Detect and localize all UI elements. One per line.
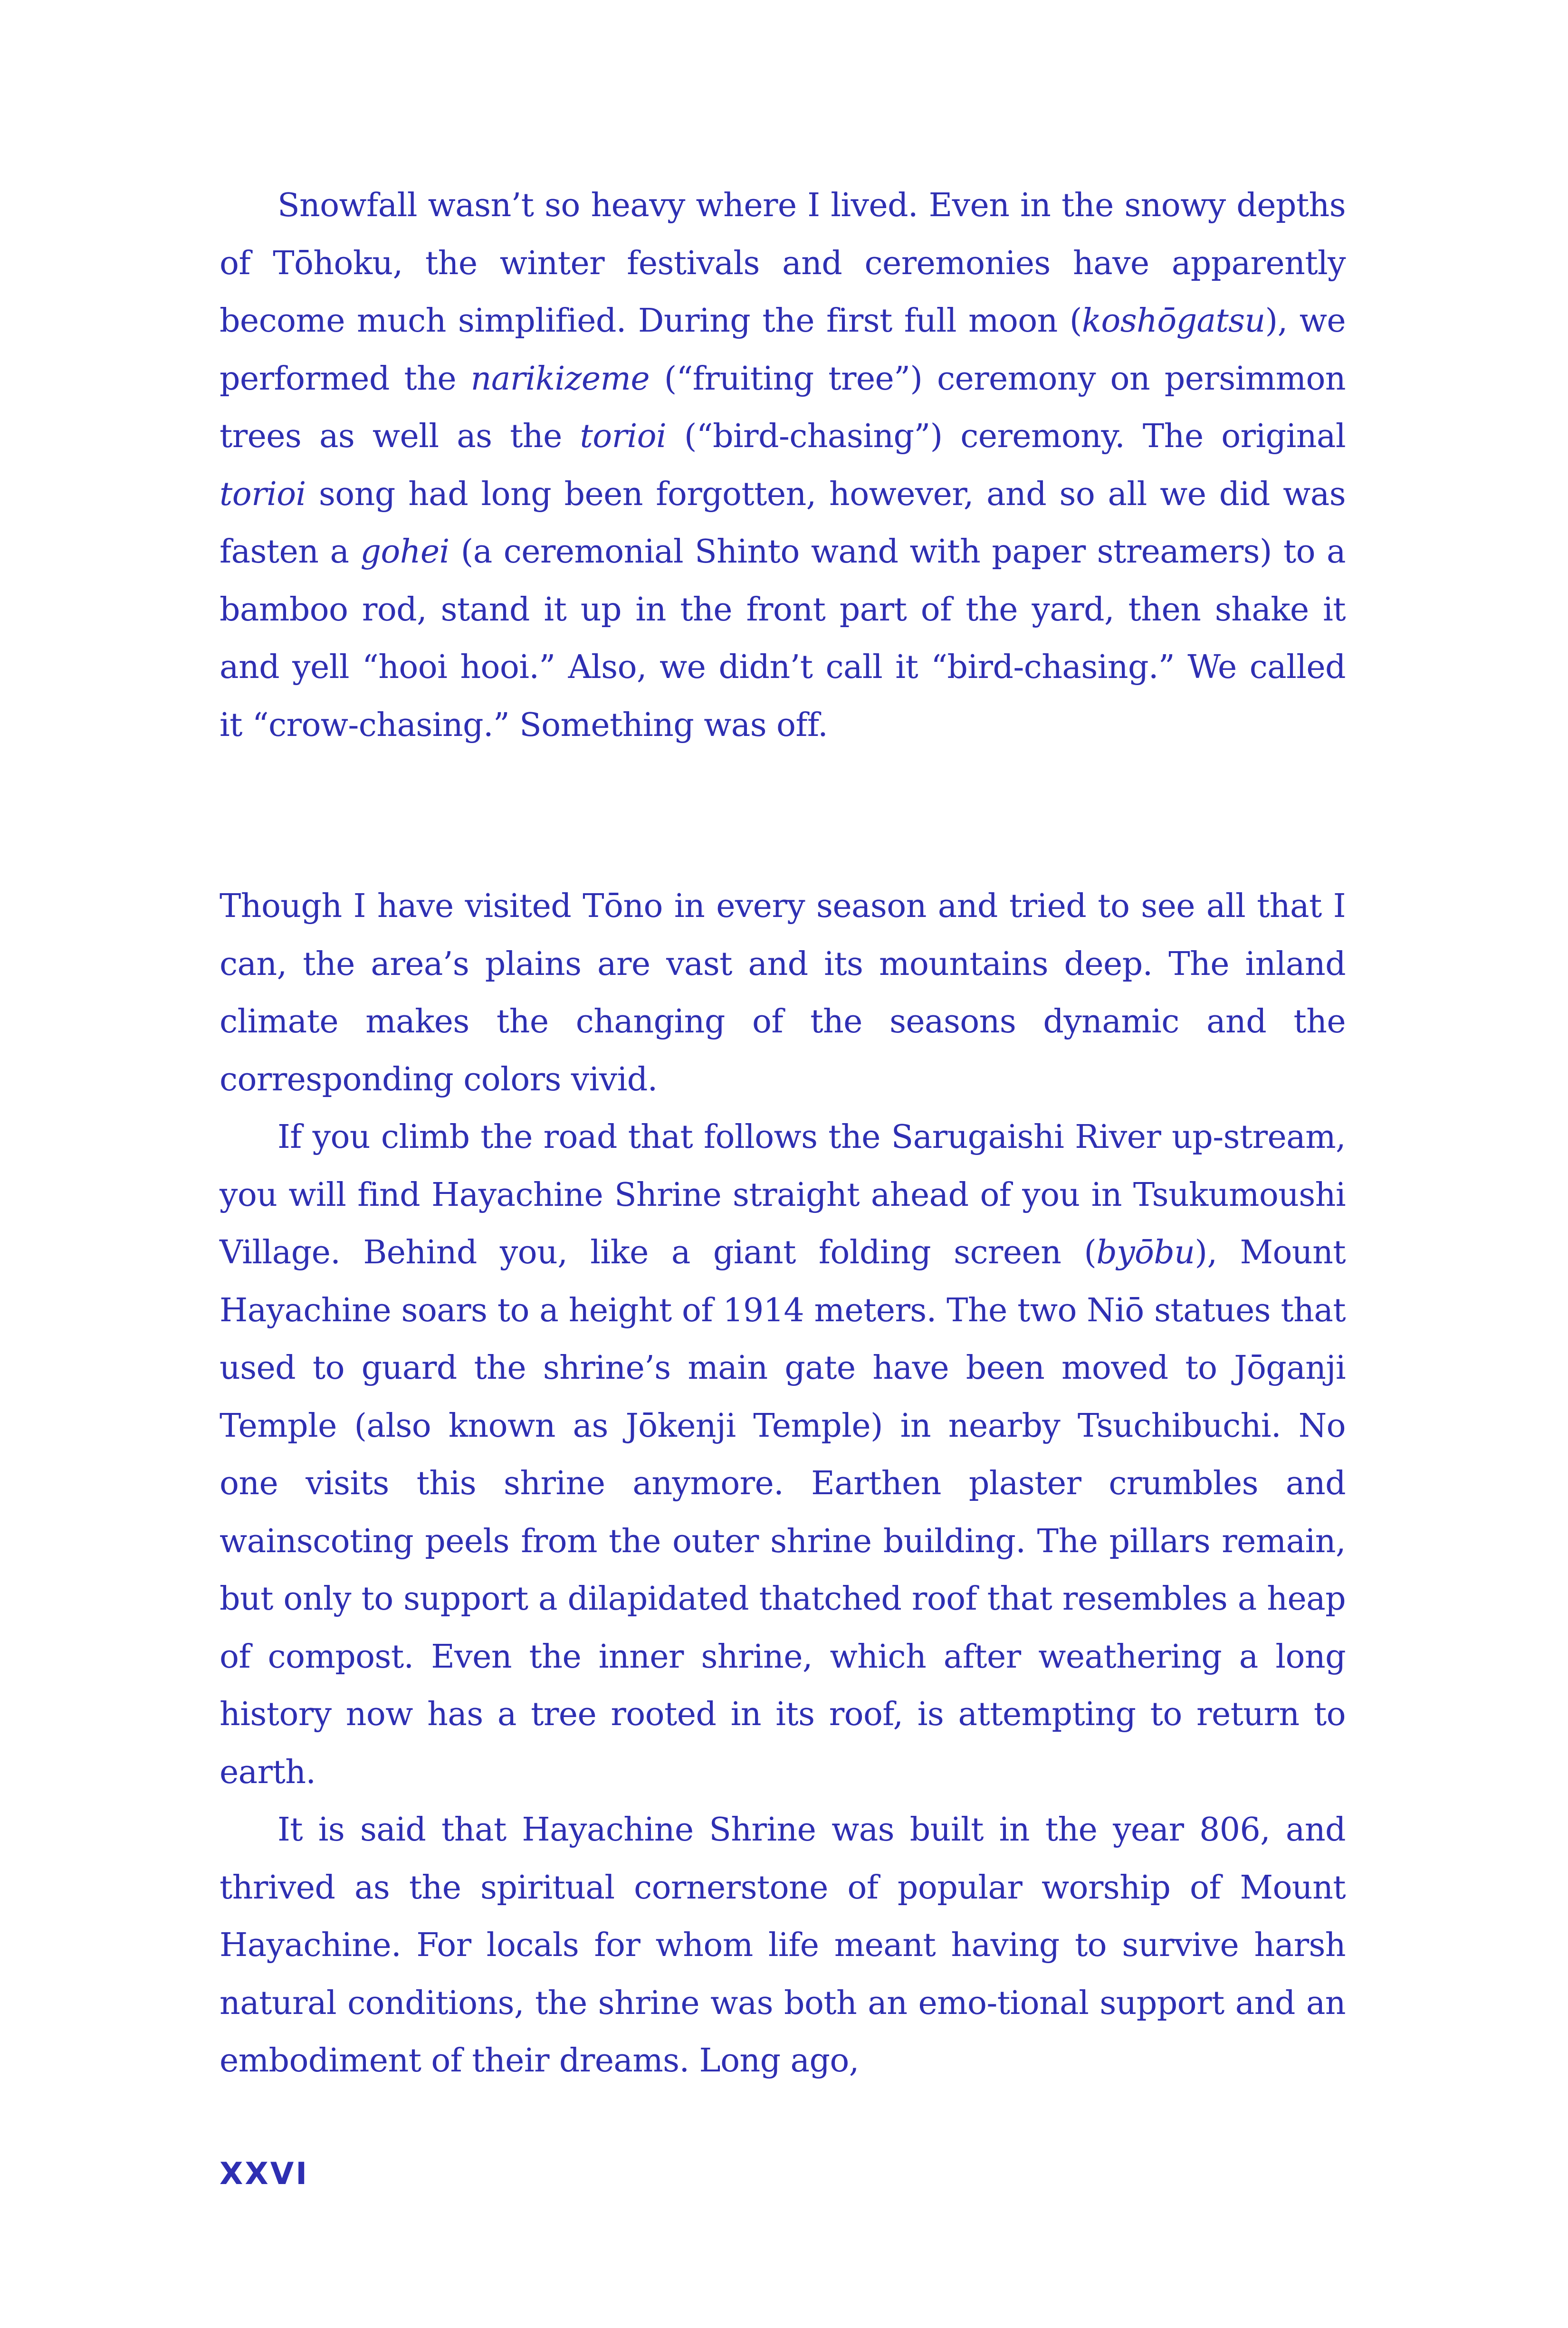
paragraph-snowfall bbox=[220, 177, 1346, 754]
text-run: If you climb the road that follows the Sarugaishi River up-stream, you will find Hayachine Shrine straight ahead of you in Tsukumoushi Village. Behind you, like a giant folding screen ( bbox=[220, 1118, 1346, 1271]
italic-term: koshōgatsu bbox=[1081, 302, 1265, 340]
italic-term: torioi bbox=[220, 475, 306, 513]
text-run: Though I have visited Tōno in every season and tried to see all that I can, the area’s plains are vast and its mountains deep. The inland climate makes the changing of the seasons dynamic and the corresponding colors vivid. bbox=[220, 887, 1346, 1098]
text-run: (a ceremonial Shinto wand with paper streamers) to a bamboo rod, stand it up in the front part of the yard, then shake it and yell “hooi hooi.” Also, we didn’t call it “bird-chasing.” We called it “crow-chasing.” Something was off. bbox=[220, 533, 1346, 744]
text-run: (“fruiting tree”) ceremony on persimmon trees as well as the bbox=[220, 360, 1346, 455]
text-run: ), we performed the bbox=[220, 302, 1346, 398]
text-run: song had long been forgotten, however, and so all we did was fasten a bbox=[220, 475, 1346, 571]
text-run: It is said that Hayachine Shrine was built in the year 806, and thrived as the spiritual cornerstone of popular worship of Mount Hayachine. For locals for whom life meant having to survive harsh natural conditions, the shrine was both an emo-tional support and an embodiment of their dreams. Long ago, bbox=[220, 1811, 1346, 2080]
text-run: Snowfall wasn’t so heavy where I lived. Even in the snowy depths of Tōhoku, the winter festivals and ceremonies have apparently become much simplified. During the first full moon ( bbox=[220, 187, 1346, 340]
italic-term: narikizeme bbox=[470, 360, 650, 398]
paragraph-hayachine-shrine bbox=[220, 1108, 1346, 1801]
text-section-tono bbox=[220, 878, 1346, 2090]
paragraph-tono-seasons bbox=[220, 878, 1346, 1108]
text-run: (“bird-chasing”) ceremony. The original bbox=[666, 418, 1346, 455]
text-run: ), Mount Hayachine soars to a height of 1914 meters. The two Niō statues that used to guard the shrine’s main gate have been moved to Jōganji Temple (also known as Jōkenji Temple) in nearby Tsuchibuchi. No one visits this shrine anymore. Earthen plaster crumbles and wainscoting peels from the outer shrine building. The pillars remain, but only to support a dilapidated thatched roof that resembles a heap of compost. Even the inner shrine, which after weathering a long history now has a tree rooted in its roof, is attempting to return to earth. bbox=[220, 1234, 1346, 1791]
italic-term: gohei bbox=[360, 533, 449, 571]
italic-term: torioi bbox=[580, 418, 667, 455]
page-number: XXVI bbox=[220, 2156, 309, 2192]
italic-term: byōbu bbox=[1096, 1234, 1195, 1271]
text-section-winter-festivals bbox=[220, 177, 1346, 754]
paragraph-shrine-history bbox=[220, 1801, 1346, 2090]
